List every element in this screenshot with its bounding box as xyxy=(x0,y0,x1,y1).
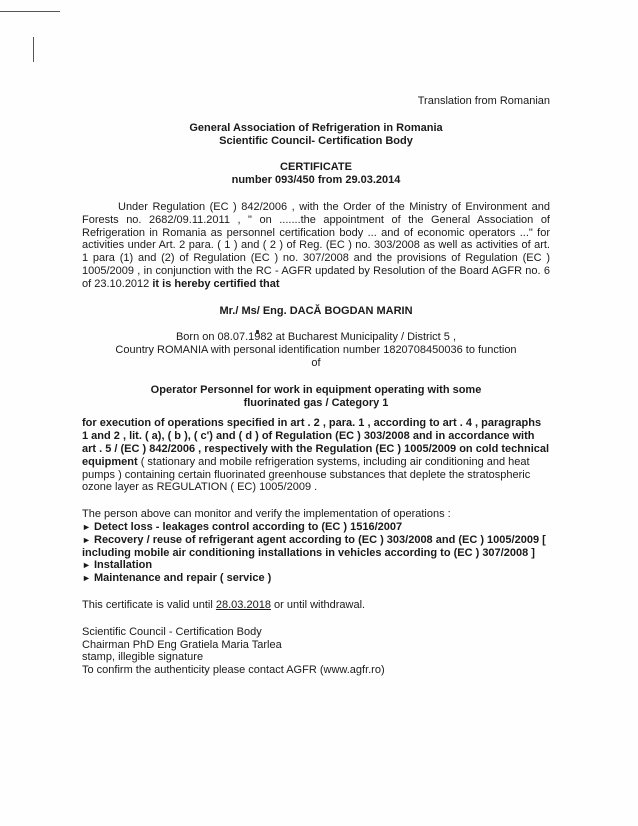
born-line-2: Country ROMANIA with personal identification number 1820708450036 to function xyxy=(115,344,517,357)
operation-item: ► Installation xyxy=(82,559,153,572)
operations-list xyxy=(82,521,550,585)
footer-stamp-note: stamp, illegible signature xyxy=(82,651,204,664)
certificate-number: number 093/450 from 29.03.2014 xyxy=(231,174,401,187)
arrow-icon: ► xyxy=(82,573,91,584)
validity-prefix: This certificate is valid until xyxy=(82,598,213,611)
org-name: General Association of Refrigeration in Romania xyxy=(189,121,443,134)
footer-contact: To confirm the authenticity please contact AGFR (www.agfr.ro) xyxy=(82,664,385,677)
execution-normal-text: ( stationary and mobile refrigeration systems, including air conditioning and heat pumps ) containing certain fluorinated greenhouse substances that deplete the stratospheric ozone layer as REGULATION ( EC) 1005/2009 . xyxy=(82,455,531,494)
regulation-text: Under Regulation (EC ) 842/2006 , with the Order of the Ministry of Environment and Forests no. 2682/09.11.2011 , " on .......the appointment of the General Association of Refrigeration in Romania as personnel certification body ... and of economic operators ..." for activities under Art. 2 para. ( 1 ) and ( 2 ) of Reg. (EC ) no. 303/2008 as well as activities of art. 1 para (1) and (2) of Regulation (EC ) no. 307/2008 and the provisions of Regulation (EC ) 1005/2009 , in conjunction with the RC - AGFR updated by Resolution of the Board AGFR no. 6 of 23.10.2012 xyxy=(82,200,550,290)
born-line-3: of xyxy=(311,356,321,369)
validity-date: 28.03.2018 xyxy=(215,598,271,611)
footer-chairman: Chairman PhD Eng Gratiela Maria Tarlea xyxy=(82,638,282,651)
translation-note: Translation from Romanian xyxy=(417,95,550,107)
arrow-icon: ► xyxy=(82,534,91,545)
regulation-paragraph xyxy=(82,201,550,291)
scan-artifact-line xyxy=(0,11,60,12)
operations-intro: The person above can monitor and verify the implementation of operations : xyxy=(82,508,451,521)
arrow-icon: ► xyxy=(82,560,91,571)
operation-item: ► Recovery / reuse of refrigerant agent according to (EC ) 303/2008 and (EC ) 1005/2009 [ including mobile air conditioning installations in vehicles according to (EC ) 307/2008 ] xyxy=(82,533,546,559)
certified-phrase: it is hereby certified that xyxy=(152,277,280,290)
arrow-icon: ► xyxy=(82,521,91,532)
execution-paragraph xyxy=(82,417,550,494)
validity-line xyxy=(82,599,550,612)
certificate-content xyxy=(82,95,550,677)
validity-suffix: or until withdrawal. xyxy=(274,598,366,611)
org-subtitle: Scientific Council- Certification Body xyxy=(219,134,413,147)
execution-bold-text: for execution of operations specified in art . 2 , para. 1 , according to art . 4 , paragraphs 1 and 2 , lit. ( a), ( b ), ( c') and ( d ) of Regulation (EC ) 303/2008 and in accordance with art . 5 / (EC ) 842/2006 , respectively with the Regulation (EC ) 1005/2009 on cold technical equipment xyxy=(82,417,550,468)
operation-item: ► Detect loss - leakages control according to (EC ) 1516/2007 xyxy=(82,520,403,533)
footer-body: Scientific Council - Certification Body xyxy=(82,625,262,638)
born-line-1: Born on 08.07.1982 at Bucharest Municipality / District 5 , xyxy=(175,331,457,344)
certificate-title: CERTIFICATE xyxy=(280,161,352,174)
function-line-2: fluorinated gas / Category 1 xyxy=(243,396,389,409)
scan-artifact-mark xyxy=(33,37,34,62)
function-line-1: Operator Personnel for work in equipment operating with some xyxy=(150,383,482,396)
certified-person: Mr./ Ms/ Eng. DACĂ BOGDAN MARIN xyxy=(219,304,413,317)
operation-item: ► Maintenance and repair ( service ) xyxy=(82,572,272,585)
